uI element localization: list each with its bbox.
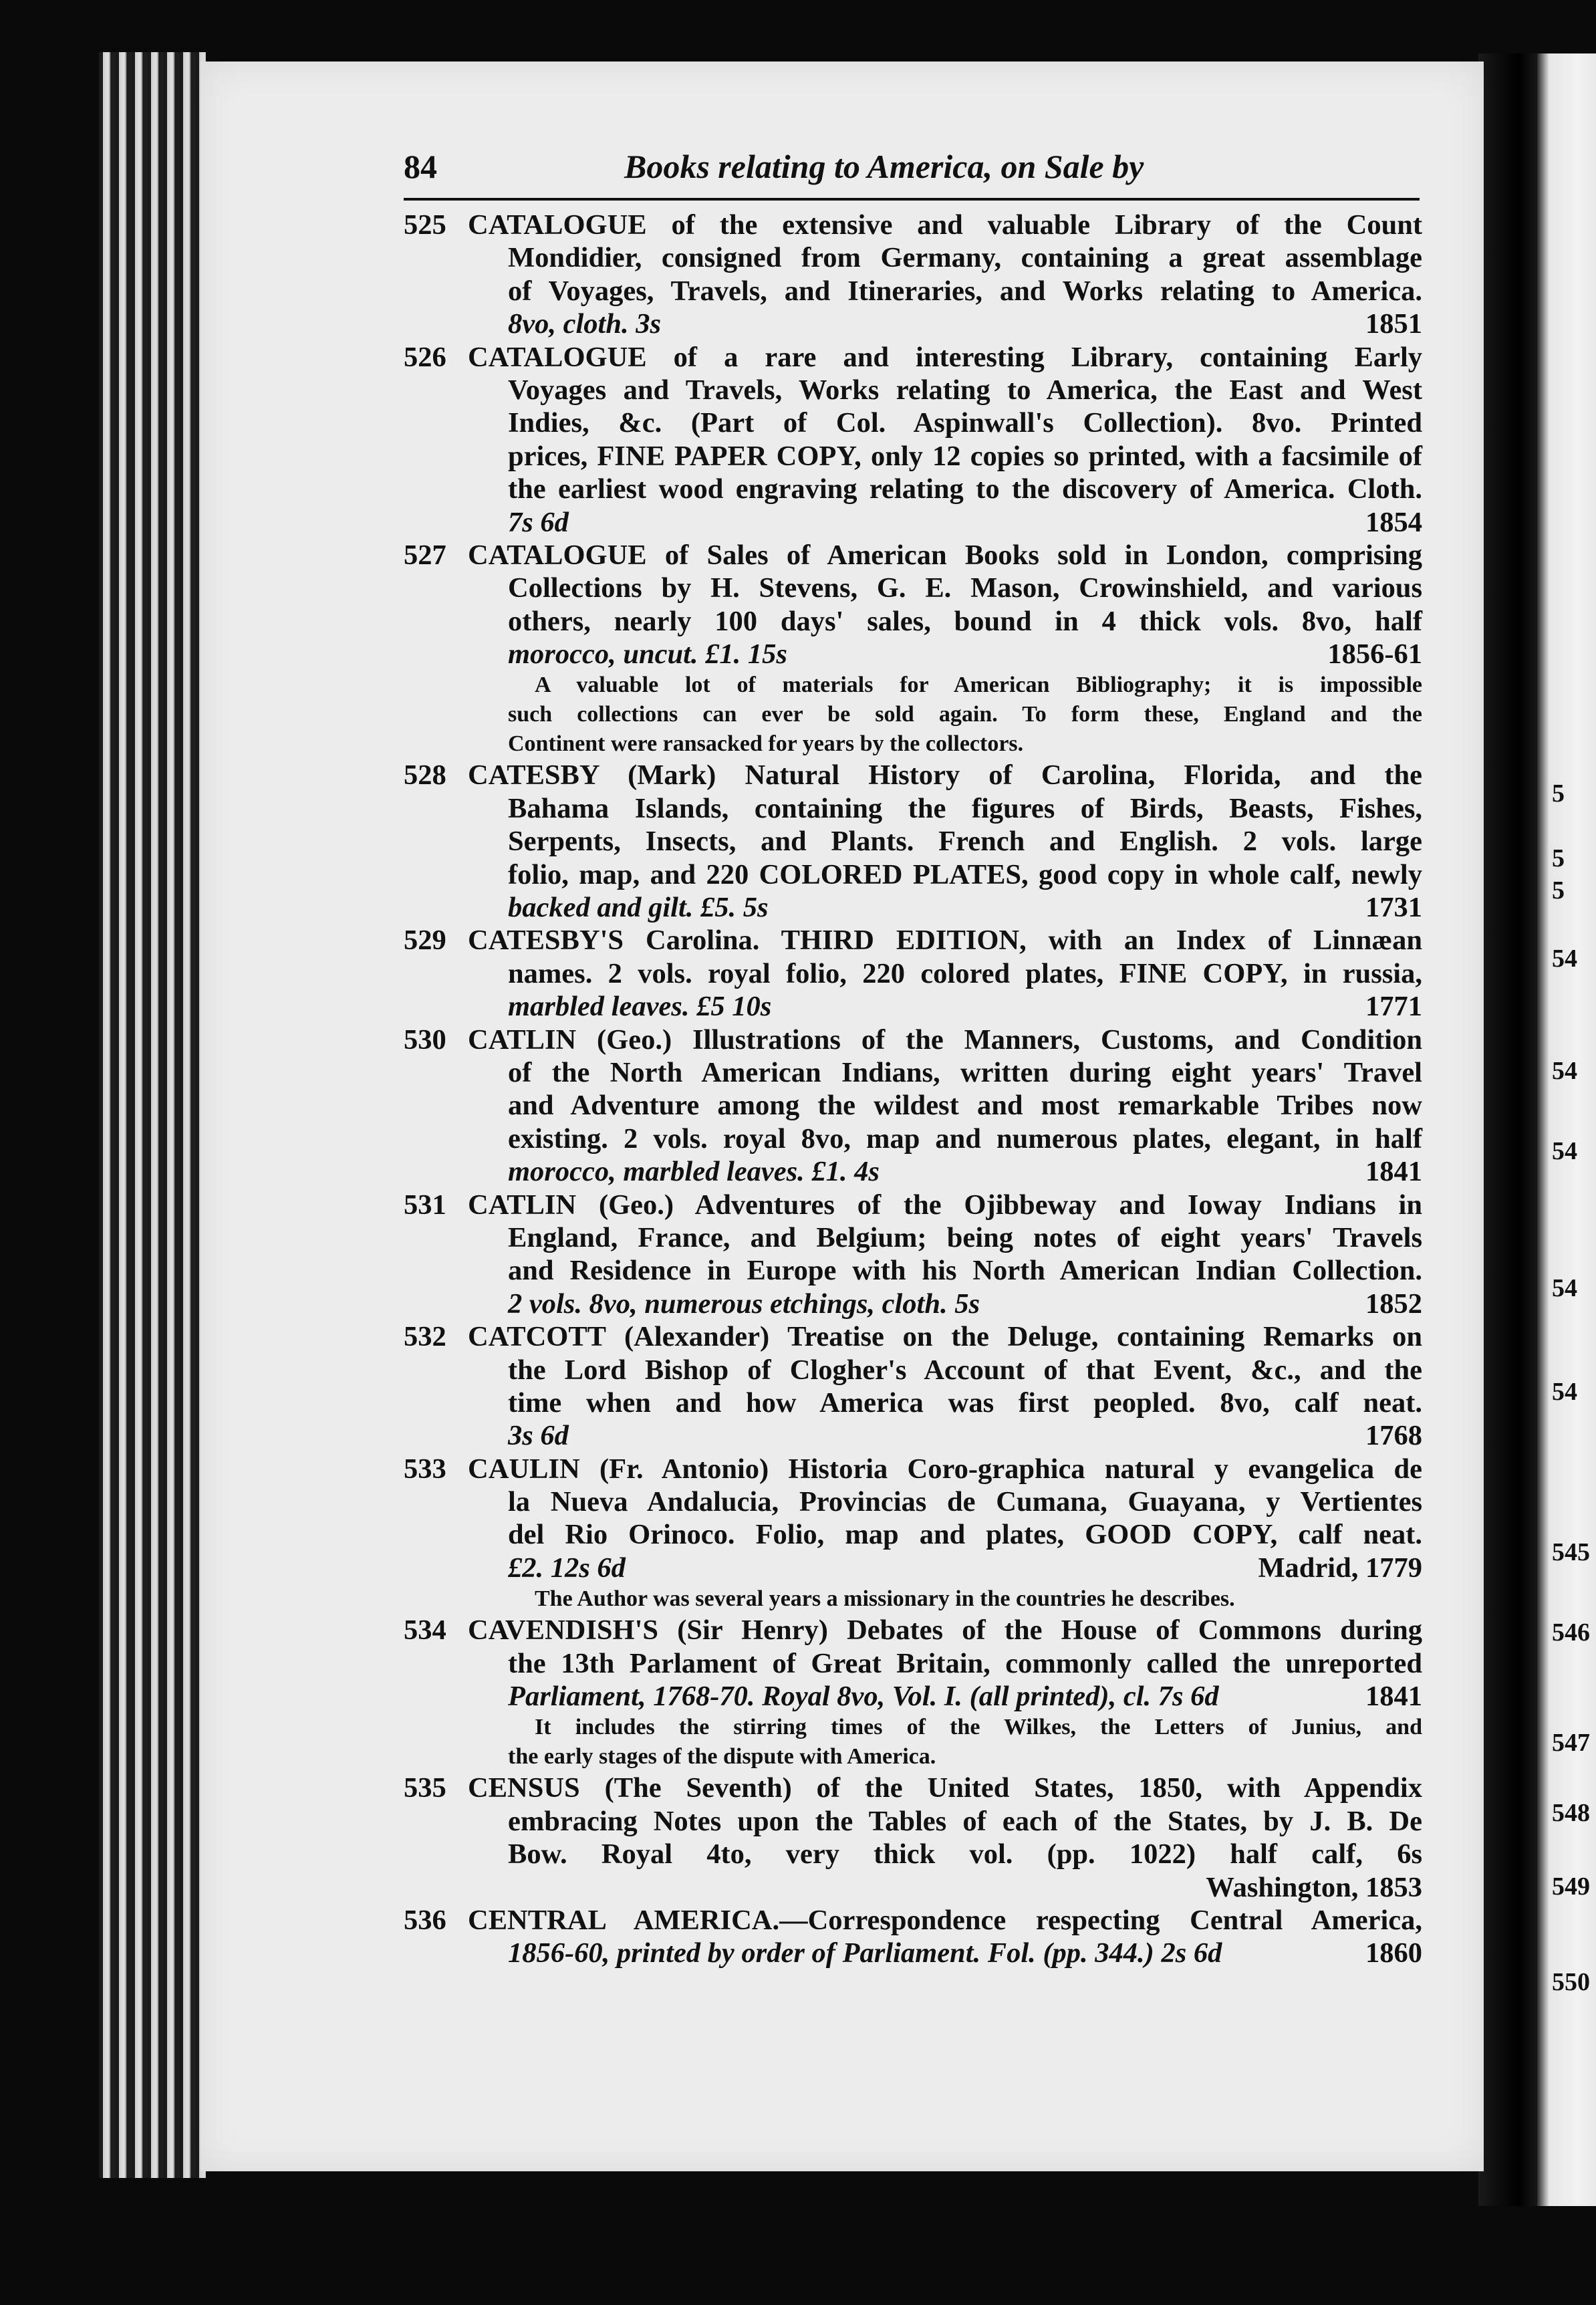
entry-note: It includes the stirring times of the Wilkes, the Letters of Junius, and xyxy=(535,1715,1422,1740)
entry-number: 525 xyxy=(404,209,446,241)
entry-text: CENSUS (The Seventh) of the United States, 1850, with Appendix xyxy=(468,1772,1422,1804)
entry-heading-line xyxy=(404,1904,1422,1937)
entry-text: CAULIN (Fr. Antonio) Historia Coro-graphica natural y evangelica de xyxy=(468,1453,1422,1485)
book-gutter xyxy=(1478,53,1545,2206)
entry-note: the early stages of the dispute with America. xyxy=(508,1744,936,1770)
entry-number: 528 xyxy=(404,759,446,792)
entry-line: la Nueva Andalucia, Provincias de Cumana, Guayana, y Vertientes xyxy=(508,1486,1422,1518)
entry-date: 1856-61 xyxy=(1327,638,1422,671)
entry-line: the earliest wood engraving relating to the discovery of America. Cloth. xyxy=(508,473,1422,505)
entry-price-line xyxy=(404,1419,1422,1452)
entry-note: such collections can ever be sold again. To form these, England and the xyxy=(508,702,1422,727)
entry-price: 3s 6d xyxy=(508,1420,569,1452)
entry-number: 530 xyxy=(404,1023,446,1056)
entry-date: 1860 xyxy=(1365,1937,1422,1969)
entry-line: Mondidier, consigned from Germany, containing a great assemblage xyxy=(508,242,1422,274)
entry-note: Continent were ransacked for years by the collectors. xyxy=(508,731,1024,757)
entry-line: of the North American Indians, written during eight years' Travel xyxy=(508,1056,1422,1088)
entry-price-line xyxy=(404,308,1422,340)
facing-number: 548 xyxy=(1552,1799,1590,1827)
entry-number: 534 xyxy=(404,1614,446,1647)
entry-heading-line xyxy=(404,1453,1422,1485)
entry-line: others, nearly 100 days' sales, bound in 4 thick vols. 8vo, half xyxy=(508,605,1422,637)
entry-line: and Residence in Europe with his North American Indian Collection. xyxy=(508,1255,1422,1287)
entry-price-line xyxy=(404,891,1422,924)
facing-number: 54 xyxy=(1552,1274,1577,1302)
facing-number: 5 xyxy=(1552,779,1565,808)
page-number: 84 xyxy=(404,148,437,185)
entry-text: CATALOGUE of a rare and interesting Library, containing Early xyxy=(468,341,1422,373)
entry-date: Madrid, 1779 xyxy=(1258,1552,1422,1584)
catalogue-entry xyxy=(404,1320,1422,1453)
entry-text: CENTRAL AMERICA.—Correspondence respecting Central America, xyxy=(468,1904,1422,1936)
entry-date: 1768 xyxy=(1365,1420,1422,1452)
facing-number: 5 xyxy=(1552,876,1565,904)
entry-heading-line xyxy=(404,1023,1422,1056)
catalogue-entry xyxy=(404,1453,1422,1614)
entry-text: CATESBY'S Carolina. THIRD EDITION, with an Index of Linnæan xyxy=(468,925,1422,957)
entry-date: 1851 xyxy=(1365,308,1422,340)
facing-number: 54 xyxy=(1552,945,1577,973)
entry-price-line xyxy=(404,1680,1422,1713)
catalogue-entry xyxy=(404,1189,1422,1321)
facing-page-numbers xyxy=(1552,0,1596,2305)
entry-price: Parliament, 1768-70. Royal 8vo, Vol. I. (all printed), cl. 7s 6d xyxy=(508,1681,1219,1713)
entry-price-line xyxy=(404,638,1422,671)
entry-line: prices, FINE PAPER COPY, only 12 copies so printed, with a facsimile of xyxy=(508,440,1422,472)
entry-price-line xyxy=(404,1871,1422,1904)
entry-heading-line xyxy=(404,1614,1422,1647)
entry-price-line xyxy=(404,1937,1422,1969)
entry-line: Serpents, Insects, and Plants. French and English. 2 vols. large xyxy=(508,826,1422,858)
entry-price: morocco, marbled leaves. £1. 4s xyxy=(508,1156,880,1188)
entry-number: 533 xyxy=(404,1453,446,1485)
entry-date: 1731 xyxy=(1365,892,1422,924)
facing-number: 54 xyxy=(1552,1378,1577,1406)
entry-date: 1841 xyxy=(1365,1681,1422,1713)
entry-number: 526 xyxy=(404,341,446,373)
page-edges xyxy=(99,52,206,2178)
entry-heading-line xyxy=(404,924,1422,957)
entry-price: morocco, uncut. £1. 15s xyxy=(508,638,787,671)
facing-number: 547 xyxy=(1552,1729,1590,1757)
facing-number: 5 xyxy=(1552,844,1565,872)
entry-line: of Voyages, Travels, and Itineraries, and Works relating to America. xyxy=(508,275,1422,307)
entry-price: 2 vols. 8vo, numerous etchings, cloth. 5s xyxy=(508,1288,980,1320)
entry-text: CAVENDISH'S (Sir Henry) Debates of the House of Commons during xyxy=(468,1614,1422,1647)
entry-date: 1771 xyxy=(1365,991,1422,1023)
catalogue-entry xyxy=(404,209,1422,341)
entry-number: 536 xyxy=(404,1904,446,1936)
entry-line: Collections by H. Stevens, G. E. Mason, Crowinshield, and various xyxy=(508,572,1422,604)
entry-line: Voyages and Travels, Works relating to America, the East and West xyxy=(508,374,1422,406)
entry-price: 1856-60, printed by order of Parliament. Fol. (pp. 344.) 2s 6d xyxy=(508,1937,1222,1969)
entry-price: £2. 12s 6d xyxy=(508,1552,626,1584)
entry-text: CATLIN (Geo.) Illustrations of the Manners, Customs, and Condition xyxy=(468,1023,1422,1056)
entry-line: del Rio Orinoco. Folio, map and plates, GOOD COPY, calf neat. xyxy=(508,1519,1422,1551)
entry-number: 531 xyxy=(404,1189,446,1221)
entry-line: names. 2 vols. royal folio, 220 colored plates, FINE COPY, in russia, xyxy=(508,957,1422,989)
catalogue-entries xyxy=(404,209,1422,1970)
entry-heading-line xyxy=(404,539,1422,572)
entry-text: CATLIN (Geo.) Adventures of the Ojibbeway and Ioway Indians in xyxy=(468,1189,1422,1221)
entry-price-line xyxy=(404,1552,1422,1584)
entry-price: 7s 6d xyxy=(508,506,569,538)
entry-price: 8vo, cloth. 3s xyxy=(508,308,662,340)
entry-line: and Adventure among the wildest and most remarkable Tribes now xyxy=(508,1090,1422,1122)
entry-note: The Author was several years a missionary in the countries he describes. xyxy=(535,1586,1235,1612)
catalogue-entry xyxy=(404,539,1422,759)
catalogue-entry xyxy=(404,1614,1422,1772)
entry-date: 1841 xyxy=(1365,1156,1422,1188)
entry-line: Bow. Royal 4to, very thick vol. (pp. 1022) half calf, 6s xyxy=(508,1838,1422,1870)
catalogue-entry xyxy=(404,759,1422,924)
entry-number: 532 xyxy=(404,1321,446,1353)
entry-heading-line xyxy=(404,1189,1422,1221)
entry-heading-line xyxy=(404,1772,1422,1804)
entry-price: backed and gilt. £5. 5s xyxy=(508,892,769,924)
running-title: Books relating to America, on Sale by xyxy=(624,148,1144,185)
catalogue-entry xyxy=(404,341,1422,539)
catalogue-entry xyxy=(404,1772,1422,1904)
catalogue-entry xyxy=(404,1023,1422,1189)
entry-line: time when and how America was first peopled. 8vo, calf neat. xyxy=(508,1386,1422,1419)
entry-heading-line xyxy=(404,341,1422,374)
catalogue-entry xyxy=(404,1904,1422,1970)
entry-price-line xyxy=(404,1155,1422,1188)
entry-text: CATCOTT (Alexander) Treatise on the Deluge, containing Remarks on xyxy=(468,1321,1422,1353)
entry-number: 529 xyxy=(404,925,446,957)
entry-text: CATALOGUE of the extensive and valuable Library of the Count xyxy=(468,209,1422,241)
facing-number: 54 xyxy=(1552,1137,1577,1165)
facing-number: 54 xyxy=(1552,1057,1577,1085)
facing-number: 549 xyxy=(1552,1872,1590,1901)
entry-heading-line xyxy=(404,759,1422,792)
entry-line: folio, map, and 220 COLORED PLATES, good copy in whole calf, newly xyxy=(508,858,1422,890)
entry-note: A valuable lot of materials for American Bibliography; it is impossible xyxy=(535,673,1422,698)
entry-text: CATESBY (Mark) Natural History of Carolina, Florida, and the xyxy=(468,759,1422,792)
entry-line: Indies, &c. (Part of Col. Aspinwall's Collection). 8vo. Printed xyxy=(508,407,1422,439)
entry-date: 1852 xyxy=(1365,1288,1422,1320)
facing-number: 546 xyxy=(1552,1618,1590,1647)
entry-price: marbled leaves. £5 10s xyxy=(508,991,772,1023)
entry-number: 535 xyxy=(404,1772,446,1804)
facing-number: 550 xyxy=(1552,1968,1590,1996)
entry-number: 527 xyxy=(404,539,446,571)
entry-line: England, France, and Belgium; being notes of eight years' Travels xyxy=(508,1221,1422,1253)
catalogue-entry xyxy=(404,924,1422,1023)
entry-heading-line xyxy=(404,1320,1422,1353)
entry-line: the Lord Bishop of Clogher's Account of that Event, &c., and the xyxy=(508,1354,1422,1386)
page-header xyxy=(404,147,1420,195)
entry-text: CATALOGUE of Sales of American Books sold in London, comprising xyxy=(468,539,1422,571)
entry-date: Washington, 1853 xyxy=(1206,1871,1422,1903)
entry-price-line xyxy=(404,990,1422,1023)
entry-line: existing. 2 vols. royal 8vo, map and numerous plates, elegant, in half xyxy=(508,1122,1422,1155)
entry-date: 1854 xyxy=(1365,506,1422,538)
entry-line: Bahama Islands, containing the figures of Birds, Beasts, Fishes, xyxy=(508,792,1422,824)
entry-line: the 13th Parlament of Great Britain, commonly called the unreported xyxy=(508,1647,1422,1679)
facing-number: 545 xyxy=(1552,1538,1590,1566)
entry-price-line xyxy=(404,1288,1422,1320)
entry-heading-line xyxy=(404,209,1422,241)
entry-line: embracing Notes upon the Tables of each of the States, by J. B. De xyxy=(508,1805,1422,1837)
entry-price-line xyxy=(404,506,1422,539)
header-rule xyxy=(404,198,1420,201)
